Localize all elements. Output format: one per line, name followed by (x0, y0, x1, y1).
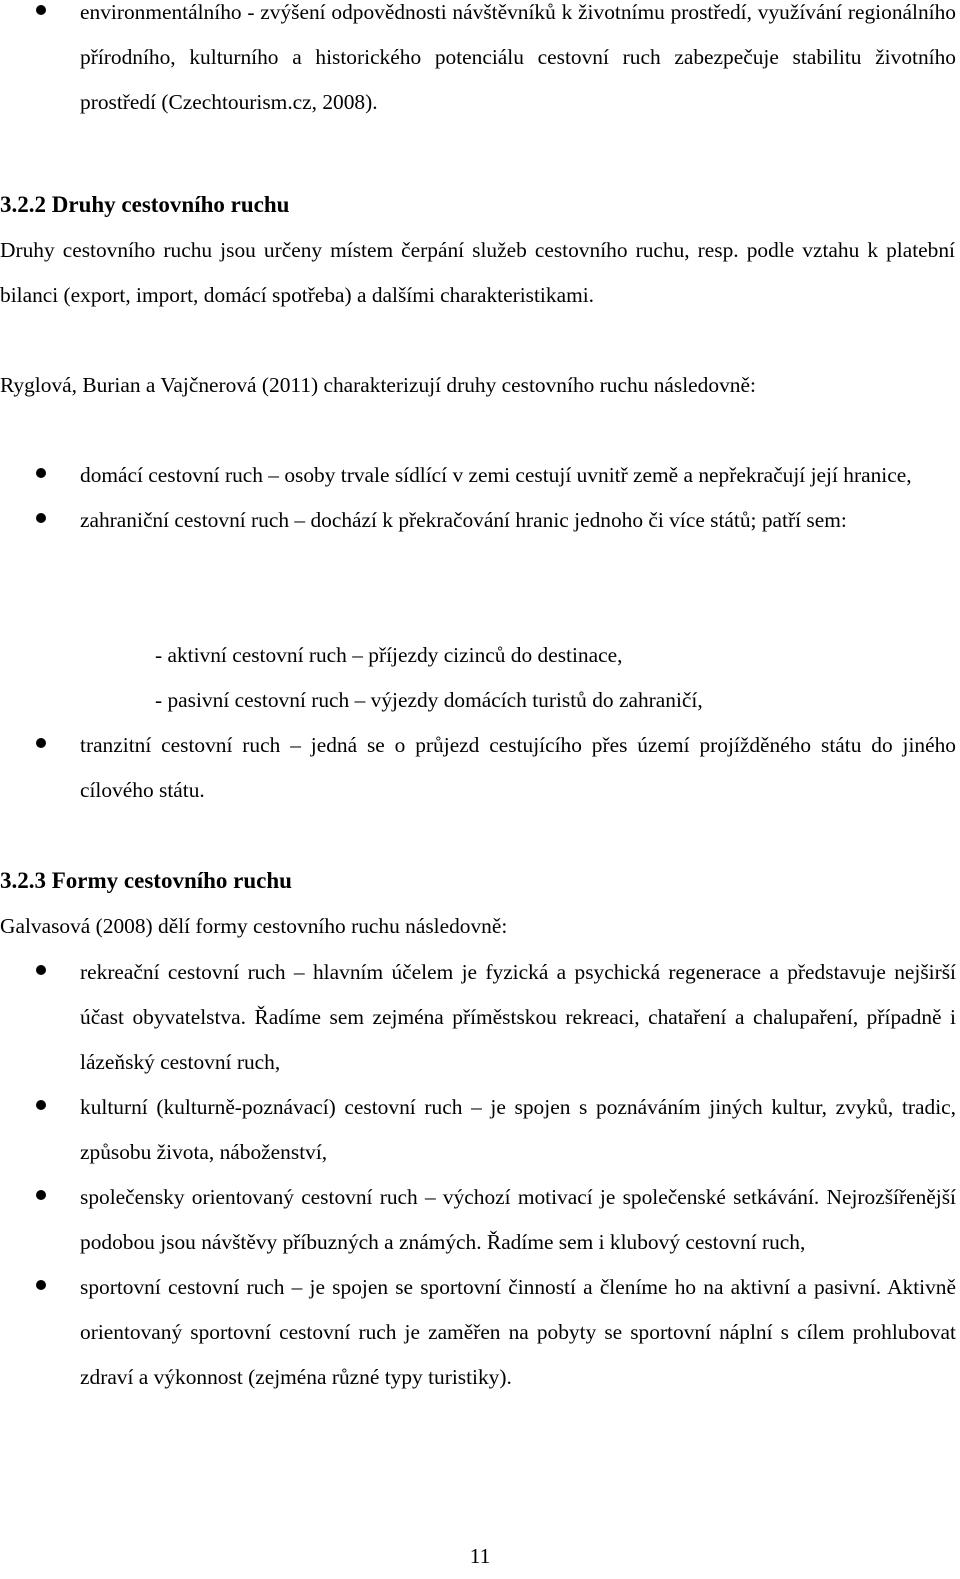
forms-bullet-list (0, 950, 960, 1400)
list-item (0, 1085, 956, 1175)
section-heading-3-2-2: 3.2.2 Druhy cestovního ruchu (0, 192, 290, 217)
sub-list-item: - pasivní cestovní ruch – výjezdy domácích turistů do zahraničí, (155, 688, 703, 712)
section-lead-paragraph: Galvasová (2008) dělí formy cestovního ruchu následovně: (0, 914, 508, 938)
bullet-icon (36, 1280, 46, 1290)
bullet-icon (36, 738, 46, 748)
list-item-text: zahraniční cestovní ruch – dochází k překračování hranic jednoho či více států; patří sem: (80, 508, 847, 532)
section-lead-paragraph: Ryglová, Burian a Vajčnerová (2011) charakterizují druhy cestovního ruchu následovně: (0, 373, 756, 397)
bullet-icon (36, 468, 46, 478)
list-item-text: tranzitní cestovní ruch – jedná se o průjezd cestujícího přes území projížděného státu do jiného cílového státu. (80, 733, 956, 802)
list-item (0, 950, 956, 1085)
list-item (0, 1175, 956, 1265)
bullet-icon (36, 965, 46, 975)
page-number: 11 (469, 1544, 491, 1568)
types-bullet-list-cont (0, 723, 960, 813)
bullet-icon (36, 5, 46, 15)
list-item (0, 1265, 956, 1400)
list-item-text: společensky orientovaný cestovní ruch – výchozí motivací je společenské setkávání. Nejrozšířenější podobou jsou návštěvy příbuzných a známých. Řadíme sem i klubový cestovní ruch, (80, 1185, 956, 1254)
list-item-text: sportovní cestovní ruch – je spojen se sportovní činností a členíme ho na aktivní a pasivní. Aktivně orientovaný sportovní cestovní ruch je zaměřen na pobyty se sportovní náplní s cílem prohlubovat zdraví a výkonnost (zejména různé typy turistiky). (80, 1275, 956, 1389)
list-item (0, 0, 956, 125)
types-bullet-list (0, 453, 960, 543)
list-item-text: environmentálního - zvýšení odpovědnosti návštěvníků k životnímu prostředí, využívání regionálního přírodního, kulturního a historického potenciálu cestovní ruch zabezpečuje stabilitu životního prostředí (Czechtourism.cz, 2008). (80, 0, 956, 114)
list-item (0, 498, 956, 543)
sub-list (0, 633, 960, 723)
list-item-text: kulturní (kulturně-poznávací) cestovní ruch – je spojen s poznáváním jiných kultur, zvyků, tradic, způsobu života, náboženství, (80, 1095, 956, 1164)
list-item (0, 453, 956, 498)
sub-list-item: - aktivní cestovní ruch – příjezdy cizinců do destinace, (155, 643, 623, 667)
top-bullet-list (0, 0, 960, 125)
bullet-icon (36, 513, 46, 523)
bullet-icon (36, 1190, 46, 1200)
list-item (0, 723, 956, 813)
section-intro-paragraph: Druhy cestovního ruchu jsou určeny místem čerpání služeb cestovního ruchu, resp. podle vztahu k platební bilanci (export, import, domácí spotřeba) a dalšími charakteristikami. (0, 238, 955, 307)
list-item-text: domácí cestovní ruch – osoby trvale sídlící v zemi cestují uvnitř země a nepřekračují její hranice, (80, 463, 912, 487)
list-item-text: rekreační cestovní ruch – hlavním účelem je fyzická a psychická regenerace a představuje nejširší účast obyvatelstva. Řadíme sem zejména příměstskou rekreaci, chataření a chalupaření, případně i lázeňský cestovní ruch, (80, 960, 956, 1074)
section-heading-3-2-3: 3.2.3 Formy cestovního ruchu (0, 868, 292, 893)
bullet-icon (36, 1100, 46, 1110)
